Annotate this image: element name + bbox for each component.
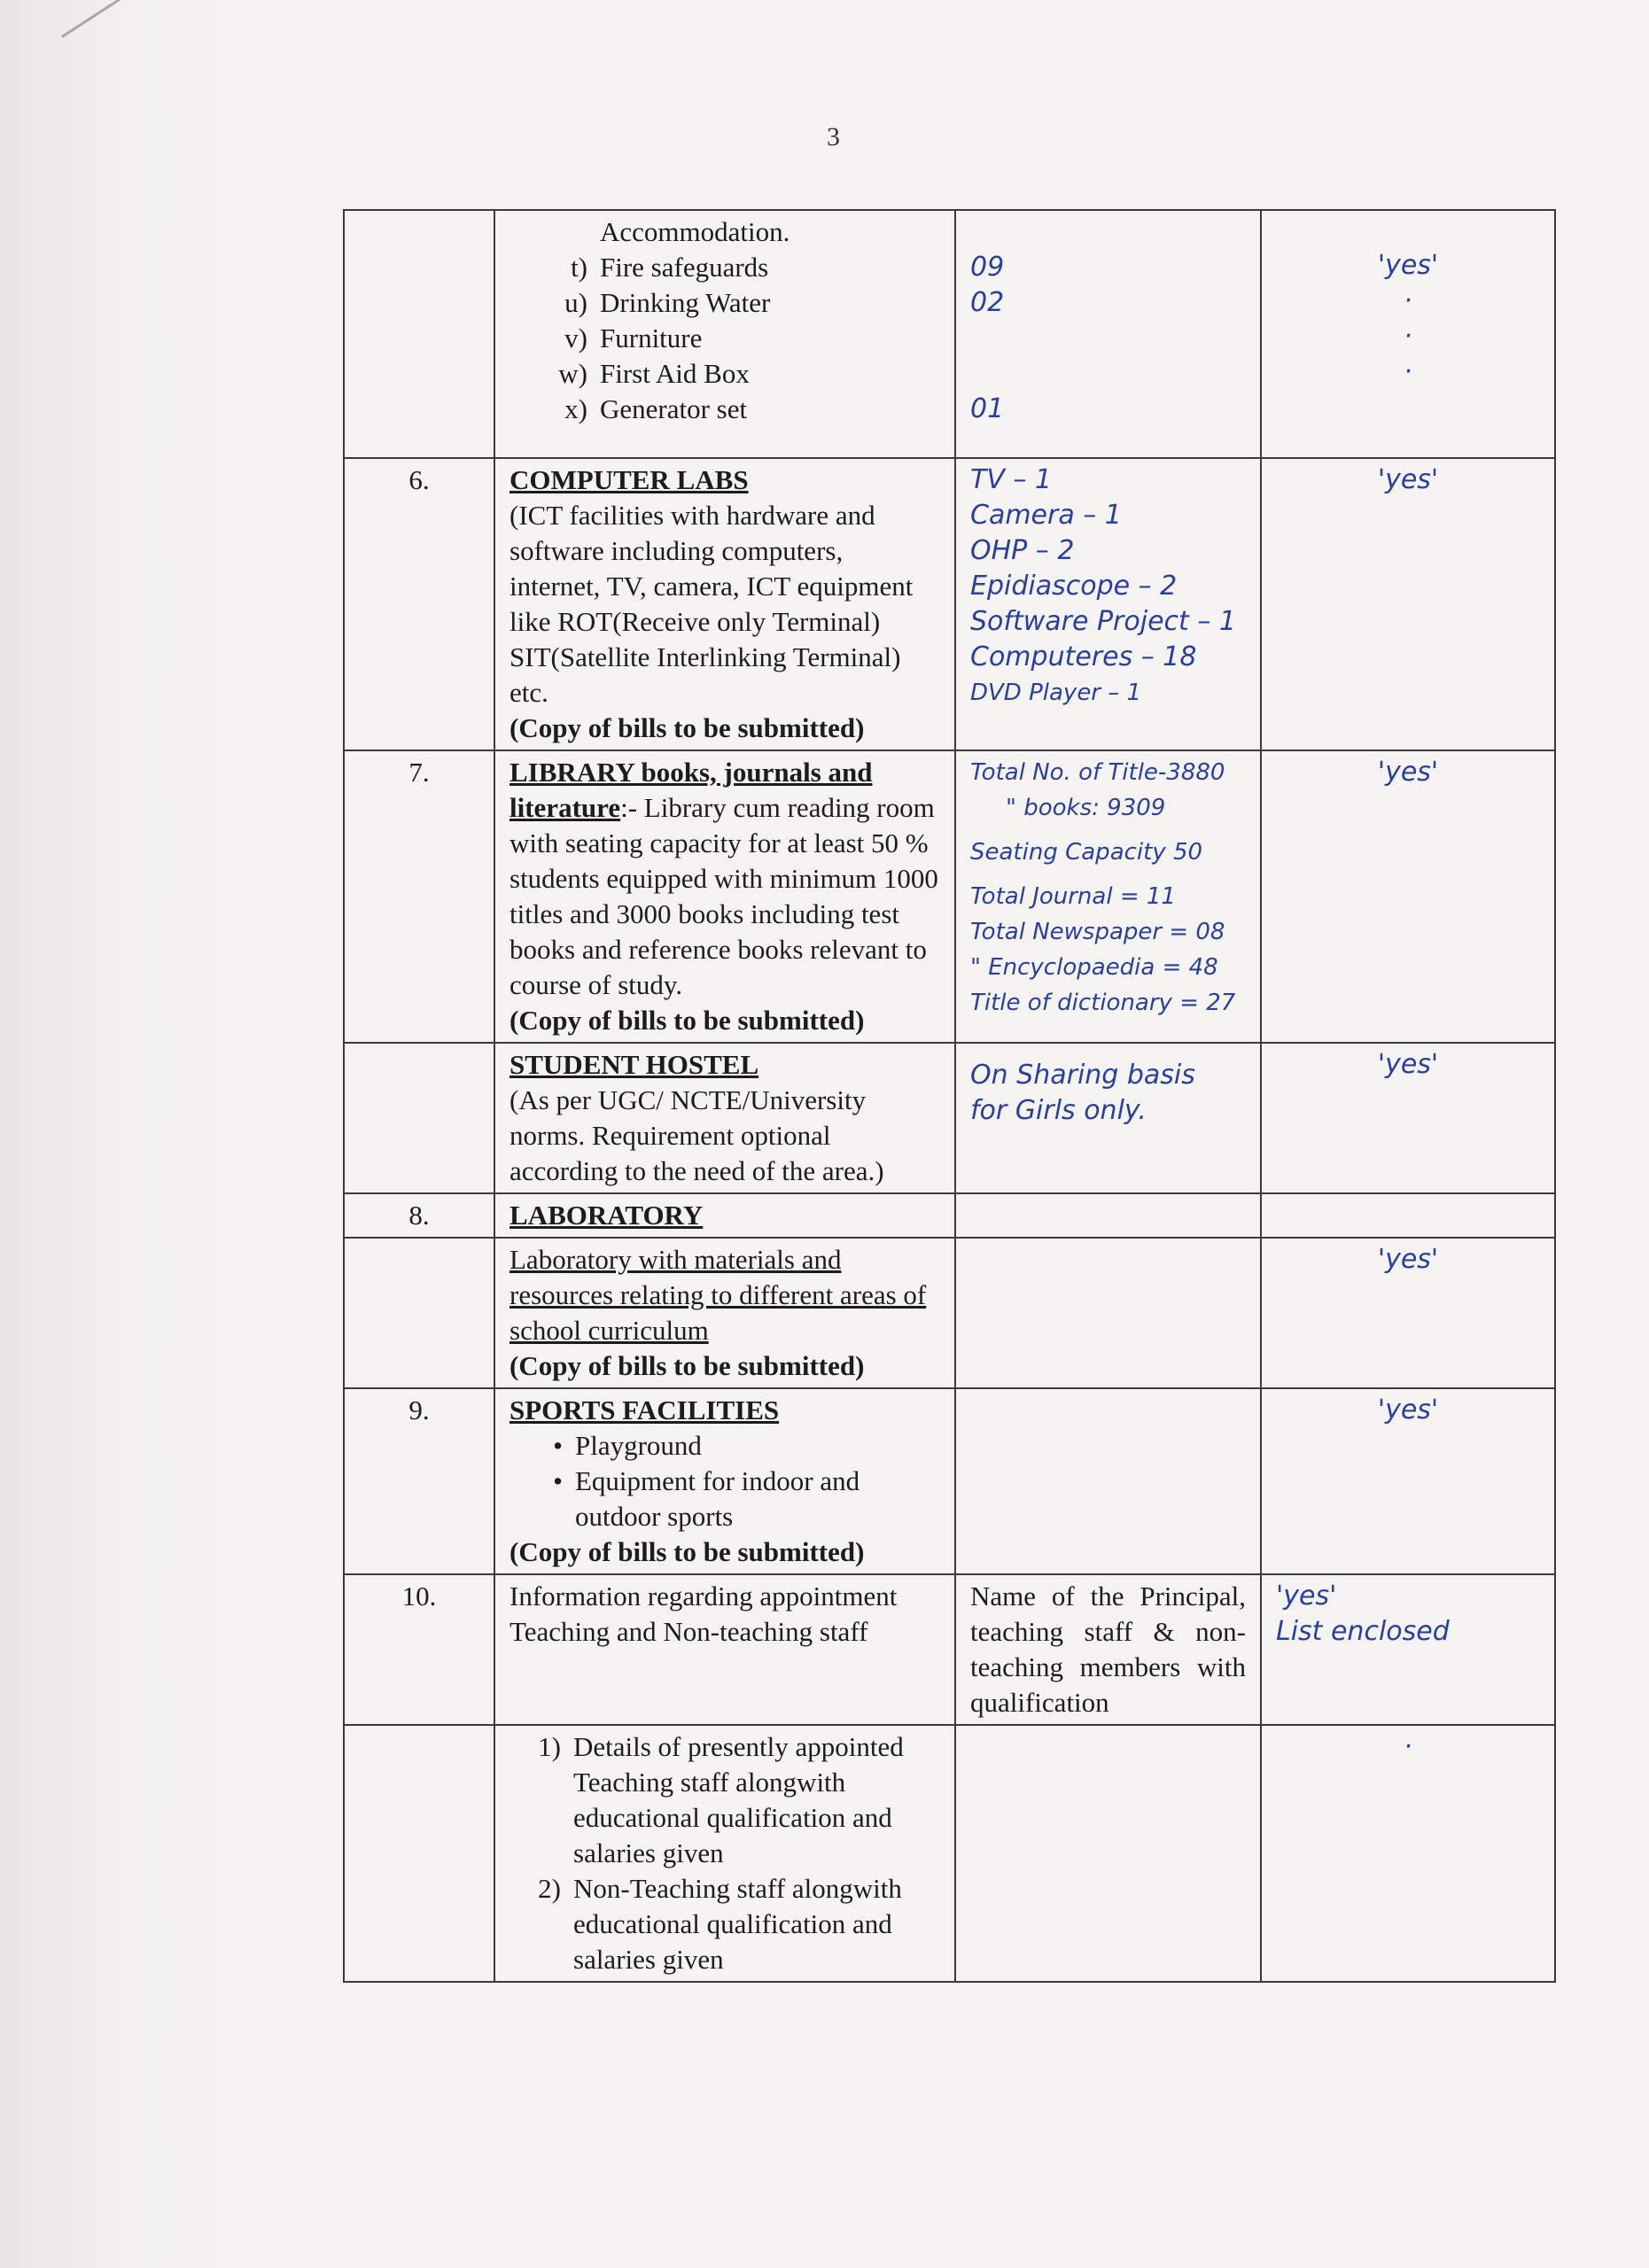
empty-cell	[955, 1388, 1261, 1574]
table-row-laboratory	[344, 1238, 1555, 1388]
handwritten-line: Camera – 1	[970, 500, 1122, 531]
section-heading: SPORTS FACILITIES	[509, 1394, 780, 1425]
table-row-staff-details	[344, 1725, 1555, 1982]
staff-details-list	[509, 1729, 940, 1977]
row-number: 8.	[344, 1193, 494, 1238]
section-heading: STUDENT HOSTEL	[509, 1049, 759, 1080]
scan-edge-shadow	[0, 0, 230, 2268]
section-body: Laboratory with materials and resources relating to different areas of school curriculum	[509, 1244, 927, 1346]
list-item: t) Fire safeguards	[571, 252, 769, 283]
row-number: 6.	[344, 458, 494, 750]
empty-cell	[1261, 1193, 1555, 1238]
handwritten-yes: 'yes'	[1377, 757, 1439, 788]
section-heading: LABORATORY	[509, 1200, 704, 1231]
handwritten-counts-cell	[955, 210, 1261, 458]
empty-cell	[955, 1725, 1261, 1982]
item-cell	[494, 1388, 955, 1574]
item-cell	[494, 1574, 955, 1725]
section-body: (As per UGC/ NCTE/University norms. Requirement optional according to the need of the area.)	[509, 1084, 884, 1186]
list-item: 2) Non-Teaching staff alongwith educational qualification and salaries given	[538, 1873, 902, 1975]
item-cell	[494, 1725, 955, 1982]
handwritten-line: Total No. of Title-3880	[970, 759, 1225, 786]
handwritten-line: Epidiascope – 2	[970, 571, 1178, 602]
bills-note: (Copy of bills to be submitted)	[509, 1536, 865, 1567]
section-heading: LIBRARY books, journals and literature	[509, 757, 873, 823]
ditto-mark: ·	[1404, 356, 1412, 387]
handwritten-count: 02	[970, 287, 1005, 318]
handwritten-line: On Sharing basis	[970, 1060, 1195, 1091]
section-body: Information regarding appointment Teaching and Non-teaching staff	[509, 1581, 898, 1647]
remark-cell	[1261, 1574, 1555, 1725]
remark-cell	[1261, 750, 1555, 1043]
handwritten-line: Software Project – 1	[970, 606, 1236, 637]
list-item: v) Furniture	[564, 322, 703, 353]
remark-cell	[1261, 1725, 1555, 1982]
ditto-mark: ·	[1404, 321, 1412, 352]
row-number-cell	[344, 1238, 494, 1388]
handwritten-line: Total Newspaper = 08	[970, 919, 1225, 945]
table-row-library	[344, 750, 1555, 1043]
bills-note: (Copy of bills to be submitted)	[509, 712, 865, 743]
list-item: u) Drinking Water	[564, 287, 771, 318]
handwritten-count: 09	[970, 252, 1005, 283]
remark-cell	[1261, 210, 1555, 458]
item-cell	[494, 458, 955, 750]
handwritten-line: Seating Capacity 50	[970, 839, 1203, 866]
handwritten-yes: 'yes'	[1377, 464, 1439, 495]
remark-cell	[1261, 1238, 1555, 1388]
remark-cell	[1261, 458, 1555, 750]
handwritten-line: for Girls only.	[970, 1095, 1147, 1126]
handwritten-line: OHP – 2	[970, 535, 1075, 566]
list-item: • Playground	[553, 1430, 702, 1461]
handwritten-hostel-cell	[955, 1043, 1261, 1193]
handwritten-yes: 'yes'	[1377, 250, 1439, 281]
handwritten-count: 01	[970, 393, 1005, 424]
row-number-cell	[344, 210, 494, 458]
list-item: w) First Aid Box	[558, 358, 750, 389]
row-number: 9.	[344, 1388, 494, 1574]
page-number: 3	[827, 122, 840, 151]
remark-cell	[1261, 1043, 1555, 1193]
row-number: 7.	[344, 750, 494, 1043]
accommodation-list	[509, 250, 940, 427]
handwritten-line: " books: 9309	[1006, 795, 1166, 821]
handwritten-line: Computeres – 18	[970, 641, 1197, 672]
handwritten-line: TV – 1	[970, 464, 1053, 495]
table-row-accommodation	[344, 210, 1555, 458]
item-cell	[494, 210, 955, 458]
table-row-staff	[344, 1574, 1555, 1725]
row-number-cell	[344, 1725, 494, 1982]
section-heading: COMPUTER LABS	[509, 464, 749, 495]
table-row-laboratory-heading	[344, 1193, 1555, 1238]
handwritten-line: Title of dictionary = 27	[970, 990, 1236, 1016]
remark-cell	[1261, 1388, 1555, 1574]
handwritten-note: List enclosed	[1276, 1616, 1450, 1647]
section-body: (ICT facilities with hardware and software including computers, internet, TV, camera, ICT equipment like ROT(Receive only Terminal) SIT(Satellite Interlinking Terminal) etc.	[509, 500, 914, 708]
ditto-mark: ·	[1404, 285, 1412, 316]
detail-cell	[955, 1574, 1261, 1725]
handwritten-yes: 'yes'	[1276, 1581, 1337, 1612]
section-body: :- Library cum reading room with seating capacity for at least 50 % students equipped with minimum 1000 titles and 3000 books including test books and reference books relevant to course of study.	[509, 792, 938, 1000]
handwritten-library-cell	[955, 750, 1261, 1043]
handwritten-line: Total Journal = 11	[970, 883, 1176, 910]
item-cell	[494, 750, 955, 1043]
row-number-cell	[344, 1043, 494, 1193]
empty-cell	[955, 1193, 1261, 1238]
handwritten-yes: 'yes'	[1377, 1049, 1439, 1080]
item-cell	[494, 1193, 955, 1238]
sports-list	[509, 1428, 940, 1534]
row-number: 10.	[344, 1574, 494, 1725]
handwritten-line: DVD Player – 1	[970, 680, 1142, 706]
accommodation-label: Accommodation.	[600, 216, 790, 247]
item-cell	[494, 1043, 955, 1193]
bills-note: (Copy of bills to be submitted)	[509, 1005, 865, 1036]
inspection-table	[343, 209, 1556, 1983]
table-row-computer-labs	[344, 458, 1555, 750]
handwritten-line: " Encyclopaedia = 48	[970, 954, 1218, 981]
handwritten-yes: 'yes'	[1377, 1244, 1439, 1275]
table-row-hostel	[344, 1043, 1555, 1193]
table-row-sports	[344, 1388, 1555, 1574]
list-item: x) Generator set	[564, 393, 748, 424]
list-item: 1) Details of presently appointed Teaching staff alongwith educational qualification and salaries given	[538, 1731, 904, 1868]
staff-detail-text: Name of the Principal, teaching staff & non-teaching members with qualification	[970, 1581, 1246, 1718]
list-item: • Equipment for indoor and outdoor sports	[553, 1465, 860, 1532]
handwritten-yes: 'yes'	[1377, 1394, 1439, 1425]
item-cell	[494, 1238, 955, 1388]
handwritten-equipment-cell	[955, 458, 1261, 750]
empty-cell	[955, 1238, 1261, 1388]
ditto-mark: ·	[1404, 1731, 1412, 1762]
bills-note: (Copy of bills to be submitted)	[509, 1350, 865, 1381]
